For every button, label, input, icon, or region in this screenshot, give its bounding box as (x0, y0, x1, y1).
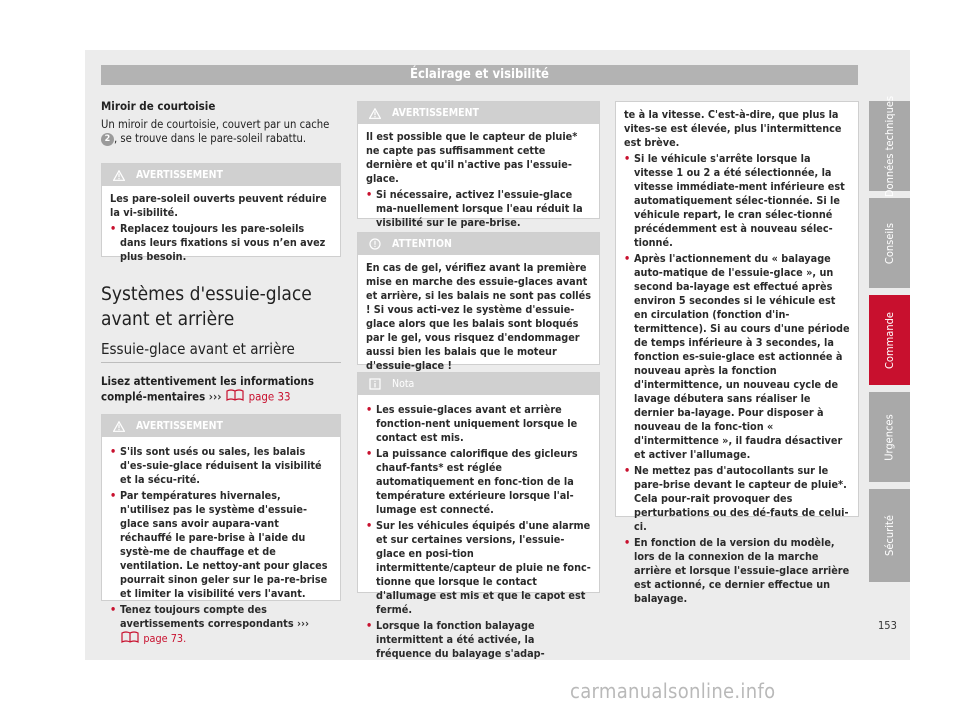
list-item: • En fonction de la version du modèle, lors de la connexion de la marche arrière et lorsque l'essuie-glace arrière est actionné, ce dernier effectue un balayage. (624, 536, 850, 606)
divider (101, 362, 341, 363)
warning-header: AVERTISSEMENT (102, 415, 340, 437)
mirror-title: Miroir de courtoisie (101, 99, 216, 113)
info-icon (358, 378, 392, 390)
note-box (357, 372, 600, 660)
list-item: • Par températures hivernales, n'utilisez pas le système d'essuie-glace sans avoir aupara-vant réchauffé le pare-brise à l'aide du systè-me de chauffage et de ventilation. Le nettoy-ant pour glaces pourrait sinon geler sur le pa-re-brise et limiter la visibilité vers l'avant. (110, 489, 332, 601)
list-item: • S'ils sont usés ou sales, les balais d'es-suie-glace réduisent la visibilité et la sécu-rité. (110, 445, 332, 487)
page-link[interactable]: page 73. (143, 632, 187, 645)
note-box-continued: te à la vitesse. C'est-à-dire, que plus la vites-se est élevée, plus l'intermittence est brève. • Si le véhicule s'arrête lorsque la vitesse 1 ou 2 a été sélectionnée, la vitesse immédiate-ment inférieure est automatiquement sélec-tionnée. Si le véhicule repart, le cran sélec-tionné précédemment est à nouveau sélec-tionné. • Après l'actionnement du « balayage auto-matique de l'essuie-glace », un second ba-layage est effectué après environ 5 secondes si le véhicule est en circulation (fonction d'in-termittence). Si au cours d'une période de temps inférieure à 3 secondes, la fonction es-suie-glace est actionnée à nouveau après la fonction d'intermittence, un nouveau cycle de lavage débutera sans réaliser le dernier ba-layage. Pour disposer à nouveau de la fonc-tion « d'intermittence », il faudra désactiver et activer l'allumage. • Ne mettez pas d'autocollants sur le pare-brise devant le capteur de pluie*. Cela pour-rait provoquer des perturbations ou des dé-fauts de celui-ci. • En fonction de la version du modèle, lors de la connexion de la marche arrière et lorsque l'essuie-glace arrière est actionné, ce dernier effectue un balayage. (615, 101, 859, 517)
warning-header: AVERTISSEMENT (358, 102, 599, 124)
page-header: Éclairage et visibilité (101, 65, 858, 85)
list-item: • Si nécessaire, activez l'essuie-glace ma-nuellement lorsque l'eau réduit la visibilité sur le pare-brise. (366, 188, 591, 230)
list-item: • Lorsque la fonction balayage intermittent a été activée, la fréquence du balayage s'adap- (366, 619, 591, 661)
reference-number-badge: 2 (101, 133, 114, 146)
tab-securite[interactable]: Sécurité (869, 489, 910, 582)
warning-header: AVERTISSEMENT (102, 164, 340, 186)
section-title: Systèmes d'essuie-glace avant et arrière (101, 283, 312, 330)
mirror-section (101, 99, 341, 147)
warning-triangle-icon (102, 421, 136, 432)
attention-header: ATTENTION (358, 233, 599, 255)
warning-box-wipers (101, 414, 341, 645)
book-icon (225, 389, 245, 405)
attention-circle-icon (358, 238, 392, 250)
attention-box: ATTENTION En cas de gel, vérifiez avant la première mise en marche des essuie-glaces avant et arrière, si les balais ne sont pas collés ! Si vous acti-vez le système d'essuie-glace alors que les balais sont bloqués par le gel, vous risquez d'endommager aussi bien les balais que le moteur d'essuie-glace ! (357, 232, 600, 365)
page-link[interactable]: page 33 (248, 388, 291, 403)
list-item: • Les essuie-glaces avant et arrière fonction-nent uniquement lorsque le contact est mis. (366, 403, 591, 445)
list-item: • La puissance calorifique des gicleurs chauf-fants* est réglée automatiquement en fonc-tion de la température extérieure lorsque l'al-lumage est connecté. (366, 447, 591, 517)
warning-box-rain-sensor: AVERTISSEMENT Il est possible que le capteur de pluie* ne capte pas suffisamment cette dernière et qu'il n'active pas l'essuie-glace. • Si nécessaire, activez l'essuie-glace ma-nuellement lorsque l'eau réduit la visibilité sur le pare-brise. (357, 101, 600, 219)
mirror-text: Un miroir de courtoisie, couvert par un cache 2 , se trouve dans le pare-soleil rabattu. (101, 117, 330, 145)
list-item: • Tenez toujours compte des avertissements correspondants ››› page 73. (110, 603, 332, 647)
warning-triangle-icon (358, 108, 392, 119)
intro-paragraph: Lisez attentivement les informations complé-mentaires ››› page 33 (101, 374, 314, 403)
tab-commande[interactable]: Commande (869, 295, 910, 385)
list-item: • Ne mettez pas d'autocollants sur le pare-brise devant le capteur de pluie*. Cela pour-rait provoquer des perturbations ou des dé-fauts de celui-ci. (624, 464, 850, 534)
tab-conseils[interactable]: Conseils (869, 198, 910, 288)
tab-urgences[interactable]: Urgences (869, 392, 910, 482)
section-subtitle: Essuie-glace avant et arrière (101, 340, 295, 358)
list-item: • Si le véhicule s'arrête lorsque la vitesse 1 ou 2 a été sélectionnée, la vitesse immédiate-ment inférieure est automatiquement sélec-tionnée. Si le véhicule repart, le cran sélec-tionné précédemment est à nouveau sélec-tionné. (624, 152, 850, 250)
list-item: • Après l'actionnement du « balayage auto-matique de l'essuie-glace », un second ba-layage est effectué après environ 5 secondes si le véhicule est en circulation (fonction d'in-termittence). Si au cours d'une période de temps inférieure à 3 secondes, la fonction es-suie-glace est actionnée à nouveau après la fonction d'intermittence, un nouveau cycle de lavage débutera sans réaliser le dernier ba-layage. Pour disposer à nouveau de la fonc-tion « d'intermittence », il faudra désactiver et activer l'allumage. (624, 252, 850, 462)
tab-donnees-techniques[interactable]: Données techniques (869, 101, 910, 191)
list-item: • Sur les véhicules équipés d'une alarme et sur certaines versions, l'essuie-glace en posi-tion intermittente/capteur de pluie ne fonc-tionne que lorsque le contact d'allumage est mis et que le capot est fermé. (366, 519, 591, 617)
warning-box-sun-visor: AVERTISSEMENT Les pare-soleil ouverts peuvent réduire la vi-sibilité. • Replacez toujours les pare-soleils dans leurs fixations si vous n’en avez plus besoin. (101, 163, 341, 257)
watermark: carmanualsonline.info (570, 679, 776, 703)
book-icon (120, 631, 140, 647)
page-number: 153 (878, 619, 897, 632)
list-item: • Replacez toujours les pare-soleils dans leurs fixations si vous n’en avez plus besoin. (110, 222, 332, 264)
note-header: Nota (358, 373, 599, 395)
warning-triangle-icon (102, 170, 136, 181)
